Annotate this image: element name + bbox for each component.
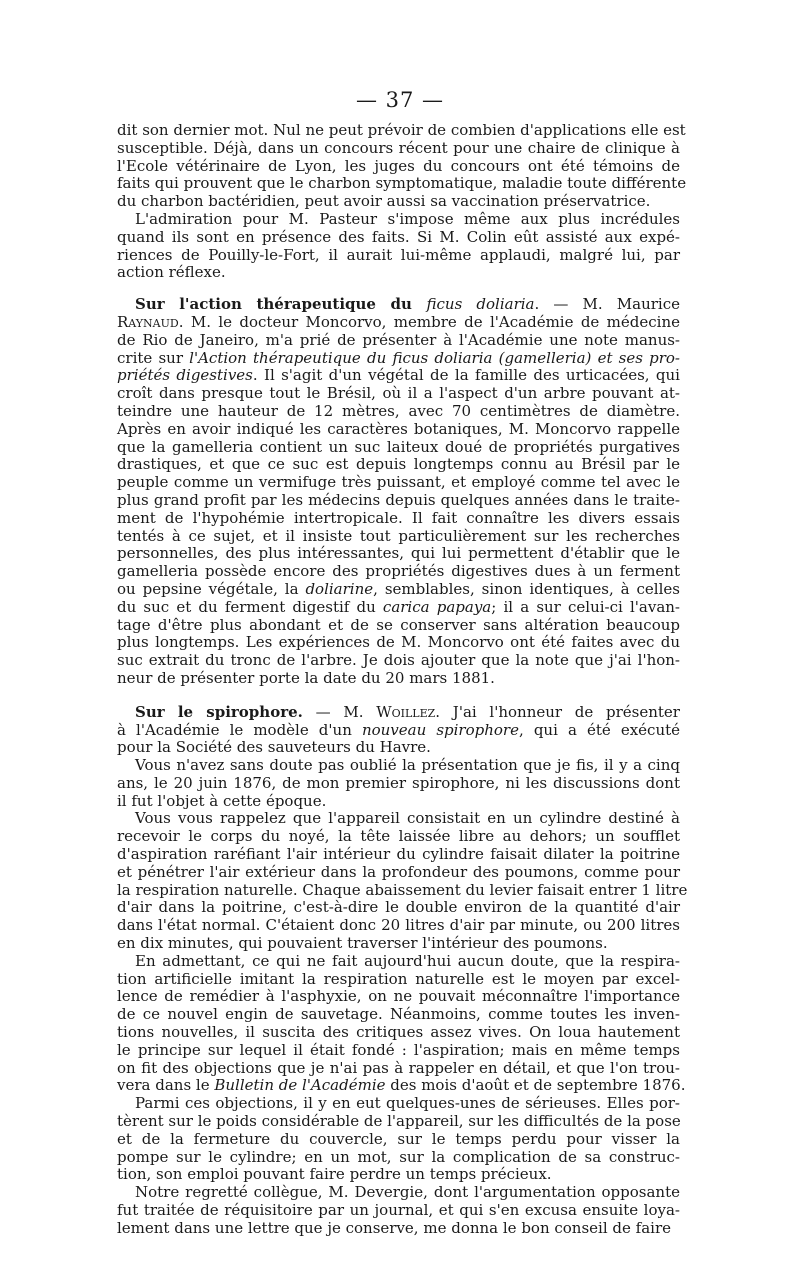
text-line — [117, 1024, 680, 1042]
text-line — [117, 757, 680, 775]
text-line — [117, 385, 680, 403]
text-line — [117, 510, 680, 528]
text-line — [117, 935, 680, 953]
text-line — [117, 439, 680, 457]
text-line — [117, 456, 680, 474]
paragraph-p5 — [117, 757, 680, 810]
text-line — [117, 1202, 680, 1220]
text-segment: neur de présenter porte la date du 20 mars 1881. — [117, 668, 495, 687]
text-segment: . M. le docteur Moncorvo, membre de l'Académie de médecine — [178, 312, 680, 331]
text-segment: Sur l'action thérapeutique du — [135, 295, 427, 314]
text-line — [117, 528, 680, 546]
text-segment: gamelleria possède encore des propriétés digestives dues à un ferment — [117, 562, 680, 581]
text-line — [117, 599, 680, 617]
text-segment: Bulletin de l'Académie — [214, 1076, 386, 1095]
text-line — [117, 704, 680, 722]
text-segment: du charbon bactéridien, peut avoir aussi sa vaccination préservatrice. — [117, 192, 651, 211]
text-segment: quand ils sont en présence des faits. Si M. Colin eût assisté aux expé- — [117, 227, 680, 246]
text-segment: carica papaya — [382, 597, 492, 616]
text-segment: Woillez — [376, 702, 436, 721]
text-segment: il fut l'objet à cette époque. — [117, 791, 327, 810]
text-line — [117, 332, 680, 350]
text-segment: — M. — [302, 702, 377, 721]
text-line — [117, 1006, 680, 1024]
text-line — [117, 953, 680, 971]
text-segment: En admettant, ce qui ne fait aujourd'hui aucun doute, que la respira- — [135, 951, 680, 970]
text-segment: susceptible. Déjà, dans un concours récent pour une chaire de clinique à — [117, 138, 680, 157]
text-line — [117, 793, 680, 811]
text-segment: dit son dernier mot. Nul ne peut prévoir de combien d'applications elle est — [117, 121, 686, 139]
text-segment: peuple comme un vermifuge très puissant, et employé comme tel avec le — [117, 473, 680, 492]
paragraph-p1 — [117, 121, 687, 211]
text-line — [117, 988, 680, 1006]
text-segment: lement dans une lettre que je conserve, me donna le bon conseil de faire — [117, 1218, 671, 1237]
text-segment: d'air dans la poitrine, c'est-à-dire le double environ de la quantité d'air — [117, 898, 680, 917]
text-segment: doliarine — [305, 579, 374, 598]
text-line — [117, 1166, 680, 1184]
text-segment: tions nouvelles, il suscita des critiques assez vives. On loua hautement — [117, 1023, 680, 1042]
text-segment: ficus doliaria — [426, 295, 535, 314]
text-segment: croît dans presque tout le Brésil, où il a l'aspect d'un arbre pouvant at- — [117, 384, 680, 403]
text-segment: de ce nouvel engin de sauvetage. Néanmoins, comme toutes les inven- — [117, 1005, 680, 1024]
text-line — [117, 1076, 686, 1095]
text-line — [117, 350, 680, 368]
text-line — [117, 140, 680, 158]
text-segment: en dix minutes, qui pouvaient traverser l'intérieur des poumons. — [117, 934, 608, 953]
text-segment: faits qui prouvent que le charbon symptomatique, maladie toute différente — [117, 174, 687, 193]
text-segment: l'Action thérapeutique du ficus doliaria (gamelleria) et ses pro- — [189, 348, 680, 367]
text-segment: ; il a sur celui-ci l'avan- — [491, 597, 680, 616]
text-line — [117, 1113, 680, 1131]
paragraph-p3 — [117, 296, 680, 688]
text-line — [117, 864, 680, 882]
text-line — [117, 563, 680, 581]
text-line — [117, 314, 680, 332]
paragraph-p4 — [117, 704, 680, 757]
text-line — [117, 1220, 680, 1238]
text-segment: d'aspiration raréfiant l'air intérieur du cylindre faisait dilater la poitrine — [117, 845, 680, 864]
text-segment: personnelles, des plus intéressantes, qui lui permettent d'établir que le — [117, 544, 680, 563]
text-line — [117, 1095, 680, 1113]
text-segment: tion artificielle imitant la respiration naturelle est le moyen par excel- — [117, 969, 680, 988]
text-line — [117, 492, 680, 510]
text-line — [117, 846, 680, 864]
text-line — [117, 880, 688, 900]
text-segment: action réflexe. — [117, 263, 226, 282]
text-segment: et pénétrer l'air extérieur dans la profondeur des poumons, comme pour — [117, 862, 680, 881]
text-segment: crite sur — [117, 348, 190, 367]
text-line — [117, 367, 680, 385]
text-line — [117, 971, 680, 989]
text-segment: nouveau spirophore — [361, 720, 519, 739]
paragraph-p8 — [117, 1095, 680, 1184]
paragraph-p7 — [117, 951, 686, 1095]
text-segment: ou pepsine végétale, la — [117, 579, 306, 598]
text-segment: ans, le 20 juin 1876, de mon premier spirophore, ni les discussions dont — [117, 773, 680, 792]
text-line — [117, 617, 680, 635]
text-line — [117, 1131, 680, 1149]
text-segment: Vous n'avez sans doute pas oublié la présentation que je fis, il y a cinq — [135, 756, 680, 775]
text-line — [117, 121, 686, 140]
text-segment: Notre regretté collègue, M. Devergie, dont l'argumentation opposante — [135, 1183, 680, 1202]
text-segment: priétés digestives — [117, 366, 253, 385]
text-segment: plus grand profit par les médecins depuis quelques années dans le traite- — [117, 490, 680, 509]
page-number: — 37 — — [355, 88, 445, 112]
text-line — [117, 174, 687, 193]
text-line — [117, 158, 680, 176]
text-line — [117, 229, 680, 247]
text-segment: . — M. Maurice — [534, 295, 680, 314]
text-line — [117, 211, 680, 229]
text-segment: pour la Société des sauveteurs du Havre. — [117, 738, 431, 757]
text-segment: pompe sur le cylindre; en un mot, sur la complication de sa construc- — [117, 1147, 680, 1166]
text-segment: . J'ai l'honneur de présenter — [435, 702, 680, 721]
text-segment: Sur le spirophore. — [135, 702, 303, 721]
text-segment: suc extrait du tronc de l'arbre. Je dois ajouter que la note que j'ai l'hon- — [117, 651, 680, 670]
text-segment: la respiration naturelle. Chaque abaissement du levier faisait entrer 1 litre — [117, 880, 688, 899]
text-line — [117, 247, 680, 265]
text-line — [117, 899, 680, 917]
text-line — [117, 670, 680, 688]
text-line — [117, 739, 680, 757]
text-segment: riences de Pouilly-le-Fort, il aurait lui-même applaudi, malgré lui, par — [117, 245, 680, 264]
body-text — [117, 121, 688, 1238]
text-line — [117, 1149, 680, 1167]
text-segment: , semblables, sinon identiques, à celles — [373, 579, 680, 598]
text-segment: tentés à ce sujet, et il insiste tout particulièrement sur les recherches — [117, 526, 680, 545]
text-line — [117, 474, 680, 492]
text-segment: dans l'état normal. C'étaient donc 20 litres d'air par minute, ou 200 litres — [117, 916, 680, 935]
text-segment: de Rio de Janeiro, m'a prié de présenter à l'Académie une note manus- — [117, 330, 680, 349]
text-segment: des mois d'août et de septembre 1876. — [385, 1076, 686, 1095]
text-segment: que la gamelleria contient un suc laiteux doué de propriétés purgatives — [117, 437, 680, 456]
text-line — [117, 264, 680, 282]
text-line — [117, 296, 680, 314]
text-line — [117, 1060, 680, 1078]
text-segment: ment de l'hypohémie intertropicale. Il fait connaître les divers essais — [117, 508, 680, 527]
text-segment: du suc et du ferment digestif du — [117, 597, 383, 616]
text-line — [117, 421, 680, 439]
text-segment: fut traitée de réquisitoire par un journal, et qui s'en excusa ensuite loya- — [117, 1201, 680, 1220]
text-segment: L'admiration pour M. Pasteur s'impose même aux plus incrédules — [135, 209, 680, 228]
text-segment: plus longtemps. Les expériences de M. Moncorvo ont été faites avec du — [117, 633, 680, 652]
paragraph-p6 — [117, 809, 688, 953]
text-segment: , qui a été exécuté — [518, 720, 681, 739]
text-line — [117, 828, 680, 846]
text-segment: Raynaud — [117, 312, 179, 331]
text-line — [117, 193, 680, 211]
text-segment: drastiques, et que ce suc est depuis longtemps connu au Brésil par le — [117, 455, 680, 474]
text-line — [117, 1184, 680, 1202]
paragraph-p9 — [117, 1184, 680, 1237]
text-segment: et de la fermeture du couvercle, sur le temps perdu pour visser la — [117, 1129, 680, 1148]
text-segment: tage d'être plus abondant et de se conserver sans altération beaucoup — [117, 615, 680, 634]
text-segment: Après en avoir indiqué les caractères botaniques, M. Moncorvo rappelle — [117, 419, 680, 438]
text-segment: à l'Académie le modèle d'un — [117, 720, 362, 739]
text-segment: l'Ecole vétérinaire de Lyon, les juges du concours ont été témoins de — [117, 156, 680, 175]
text-segment: on fit des objections que je n'ai pas à rappeler en détail, et que l'on trou- — [117, 1058, 680, 1077]
text-line — [117, 634, 680, 652]
text-line — [117, 1042, 680, 1060]
text-segment: teindre une hauteur de 12 mètres, avec 70 centimètres de diamètre. — [117, 401, 680, 420]
text-segment: tion, son emploi pouvant faire perdre un temps précieux. — [117, 1165, 552, 1184]
text-line — [117, 917, 680, 935]
text-line — [117, 810, 680, 828]
text-line — [117, 545, 680, 563]
text-line — [117, 652, 680, 670]
text-segment: lence de remédier à l'asphyxie, on ne pouvait méconnaître l'importance — [117, 987, 680, 1006]
text-segment: tèrent sur le poids considérable de l'appareil, sur les difficultés de la pose — [117, 1112, 681, 1131]
text-line — [117, 581, 680, 599]
text-segment: Vous vous rappelez que l'appareil consistait en un cylindre destiné à — [135, 809, 680, 828]
paragraph-p2 — [117, 211, 680, 282]
text-line — [117, 722, 680, 740]
text-segment: recevoir le corps du noyé, la tête laissée libre au dehors; un soufflet — [117, 827, 680, 846]
text-segment: le principe sur lequel il était fondé : l'aspiration; mais en même temps — [117, 1040, 680, 1059]
text-segment: Parmi ces objections, il y en eut quelques-unes de sérieuses. Elles por- — [135, 1094, 680, 1113]
text-segment: . Il s'agit d'un végétal de la famille des urticacées, qui — [252, 366, 680, 385]
text-line — [117, 403, 680, 421]
text-line — [117, 775, 680, 793]
text-segment: vera dans le — [117, 1076, 215, 1095]
